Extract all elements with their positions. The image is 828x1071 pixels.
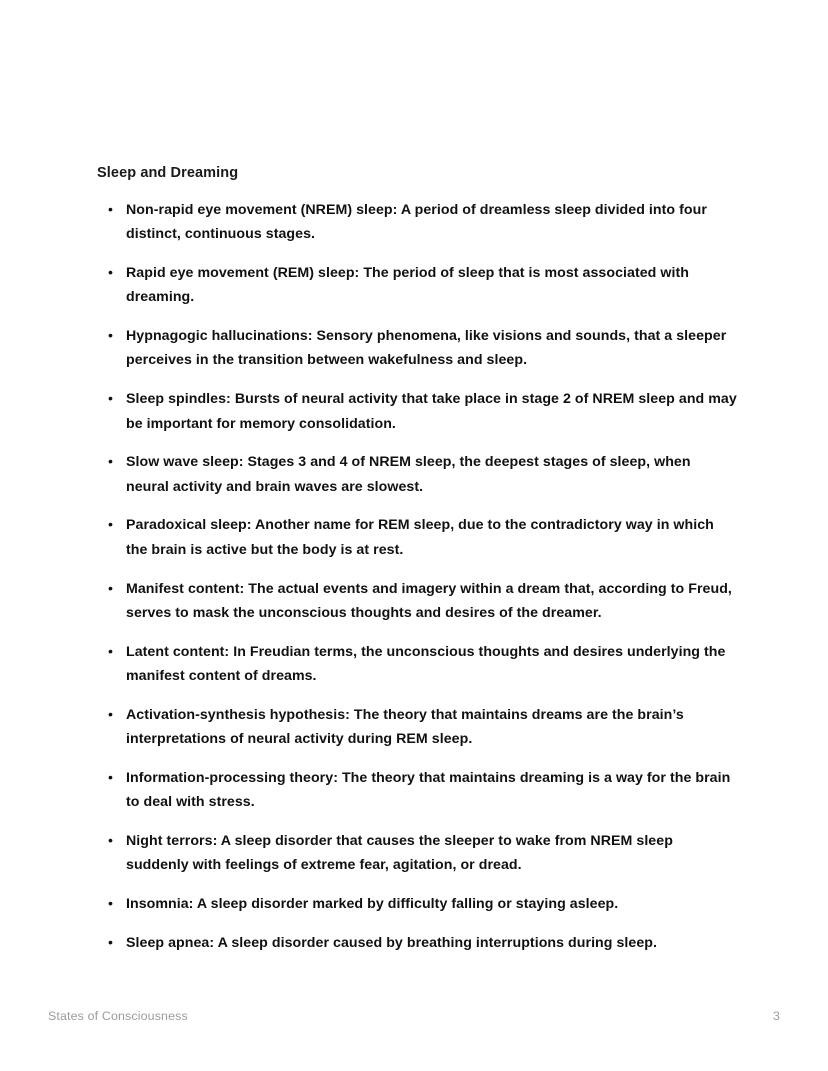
bullet-point-icon: • (108, 580, 114, 597)
bullet-point-icon: • (108, 391, 114, 408)
list-item (97, 892, 737, 916)
list-item-text: Activation-synthesis hypothesis: The theory that maintains dreams are the brain’s interpretations of neural activity during REM sleep. (126, 706, 684, 748)
list-item-text: Information-processing theory: The theory that maintains dreaming is a way for the brain to deal with stress. (126, 769, 731, 811)
bullet-point-icon: • (108, 832, 114, 849)
footer-page-number: 3 (772, 1009, 780, 1023)
glossary-bullet-list (97, 198, 737, 955)
list-item-text: Night terrors: A sleep disorder that causes the sleeper to wake from NREM sleep suddenly with feelings of extreme fear, agitation, or dread. (126, 832, 673, 874)
bullet-point-icon: • (108, 328, 114, 345)
list-item (97, 703, 737, 752)
list-item (97, 261, 737, 310)
bullet-point-icon: • (108, 706, 114, 723)
bullet-point-icon: • (108, 769, 114, 786)
list-item-text: Insomnia: A sleep disorder marked by difficulty falling or staying asleep. (126, 896, 619, 913)
bullet-point-icon: • (108, 265, 114, 282)
list-item-text: Rapid eye movement (REM) sleep: The period of sleep that is most associated with dreaming. (126, 265, 689, 306)
list-item (97, 387, 737, 436)
list-item (97, 450, 737, 499)
page-content (97, 163, 737, 955)
list-item (97, 766, 737, 815)
bullet-point-icon: • (108, 896, 114, 913)
page-title: Sleep and Dreaming (97, 165, 239, 181)
bullet-point-icon: • (108, 643, 114, 660)
list-item (97, 577, 737, 626)
list-item (97, 513, 737, 562)
list-item-text: Sleep apnea: A sleep disorder caused by breathing interruptions during sleep. (126, 934, 658, 951)
bullet-point-icon: • (108, 454, 114, 471)
list-item (97, 324, 737, 373)
list-item-text: Hypnagogic hallucinations: Sensory phenomena, like visions and sounds, that a sleeper perceives in the transition between wakefulness and sleep. (126, 328, 727, 369)
list-item (97, 829, 737, 878)
list-item-text: Slow wave sleep: Stages 3 and 4 of NREM sleep, the deepest stages of sleep, when neural activity and brain waves are slowest. (126, 454, 691, 495)
list-item (97, 931, 737, 955)
list-item-text: Manifest content: The actual events and imagery within a dream that, according to Freud, serves to mask the unconscious thoughts and desires of the dreamer. (126, 580, 732, 621)
footer-chapter-title: States of Consciousness (48, 1009, 188, 1023)
list-item (97, 198, 737, 247)
bullet-point-icon: • (108, 202, 114, 218)
page-footer (48, 1009, 780, 1023)
list-item-text: Non-rapid eye movement (NREM) sleep: A period of dreamless sleep divided into four distinct, continuous stages. (126, 202, 707, 243)
bullet-point-icon: • (108, 934, 114, 951)
list-item-text: Sleep spindles: Bursts of neural activity that take place in stage 2 of NREM sleep and may be important for memory consolidation. (126, 391, 737, 432)
list-item-text: Latent content: In Freudian terms, the unconscious thoughts and desires underlying the manifest content of dreams. (126, 643, 726, 684)
list-item-text: Paradoxical sleep: Another name for REM sleep, due to the contradictory way in which the brain is active but the body is at rest. (126, 517, 714, 558)
bullet-point-icon: • (108, 517, 114, 534)
list-item (97, 640, 737, 689)
